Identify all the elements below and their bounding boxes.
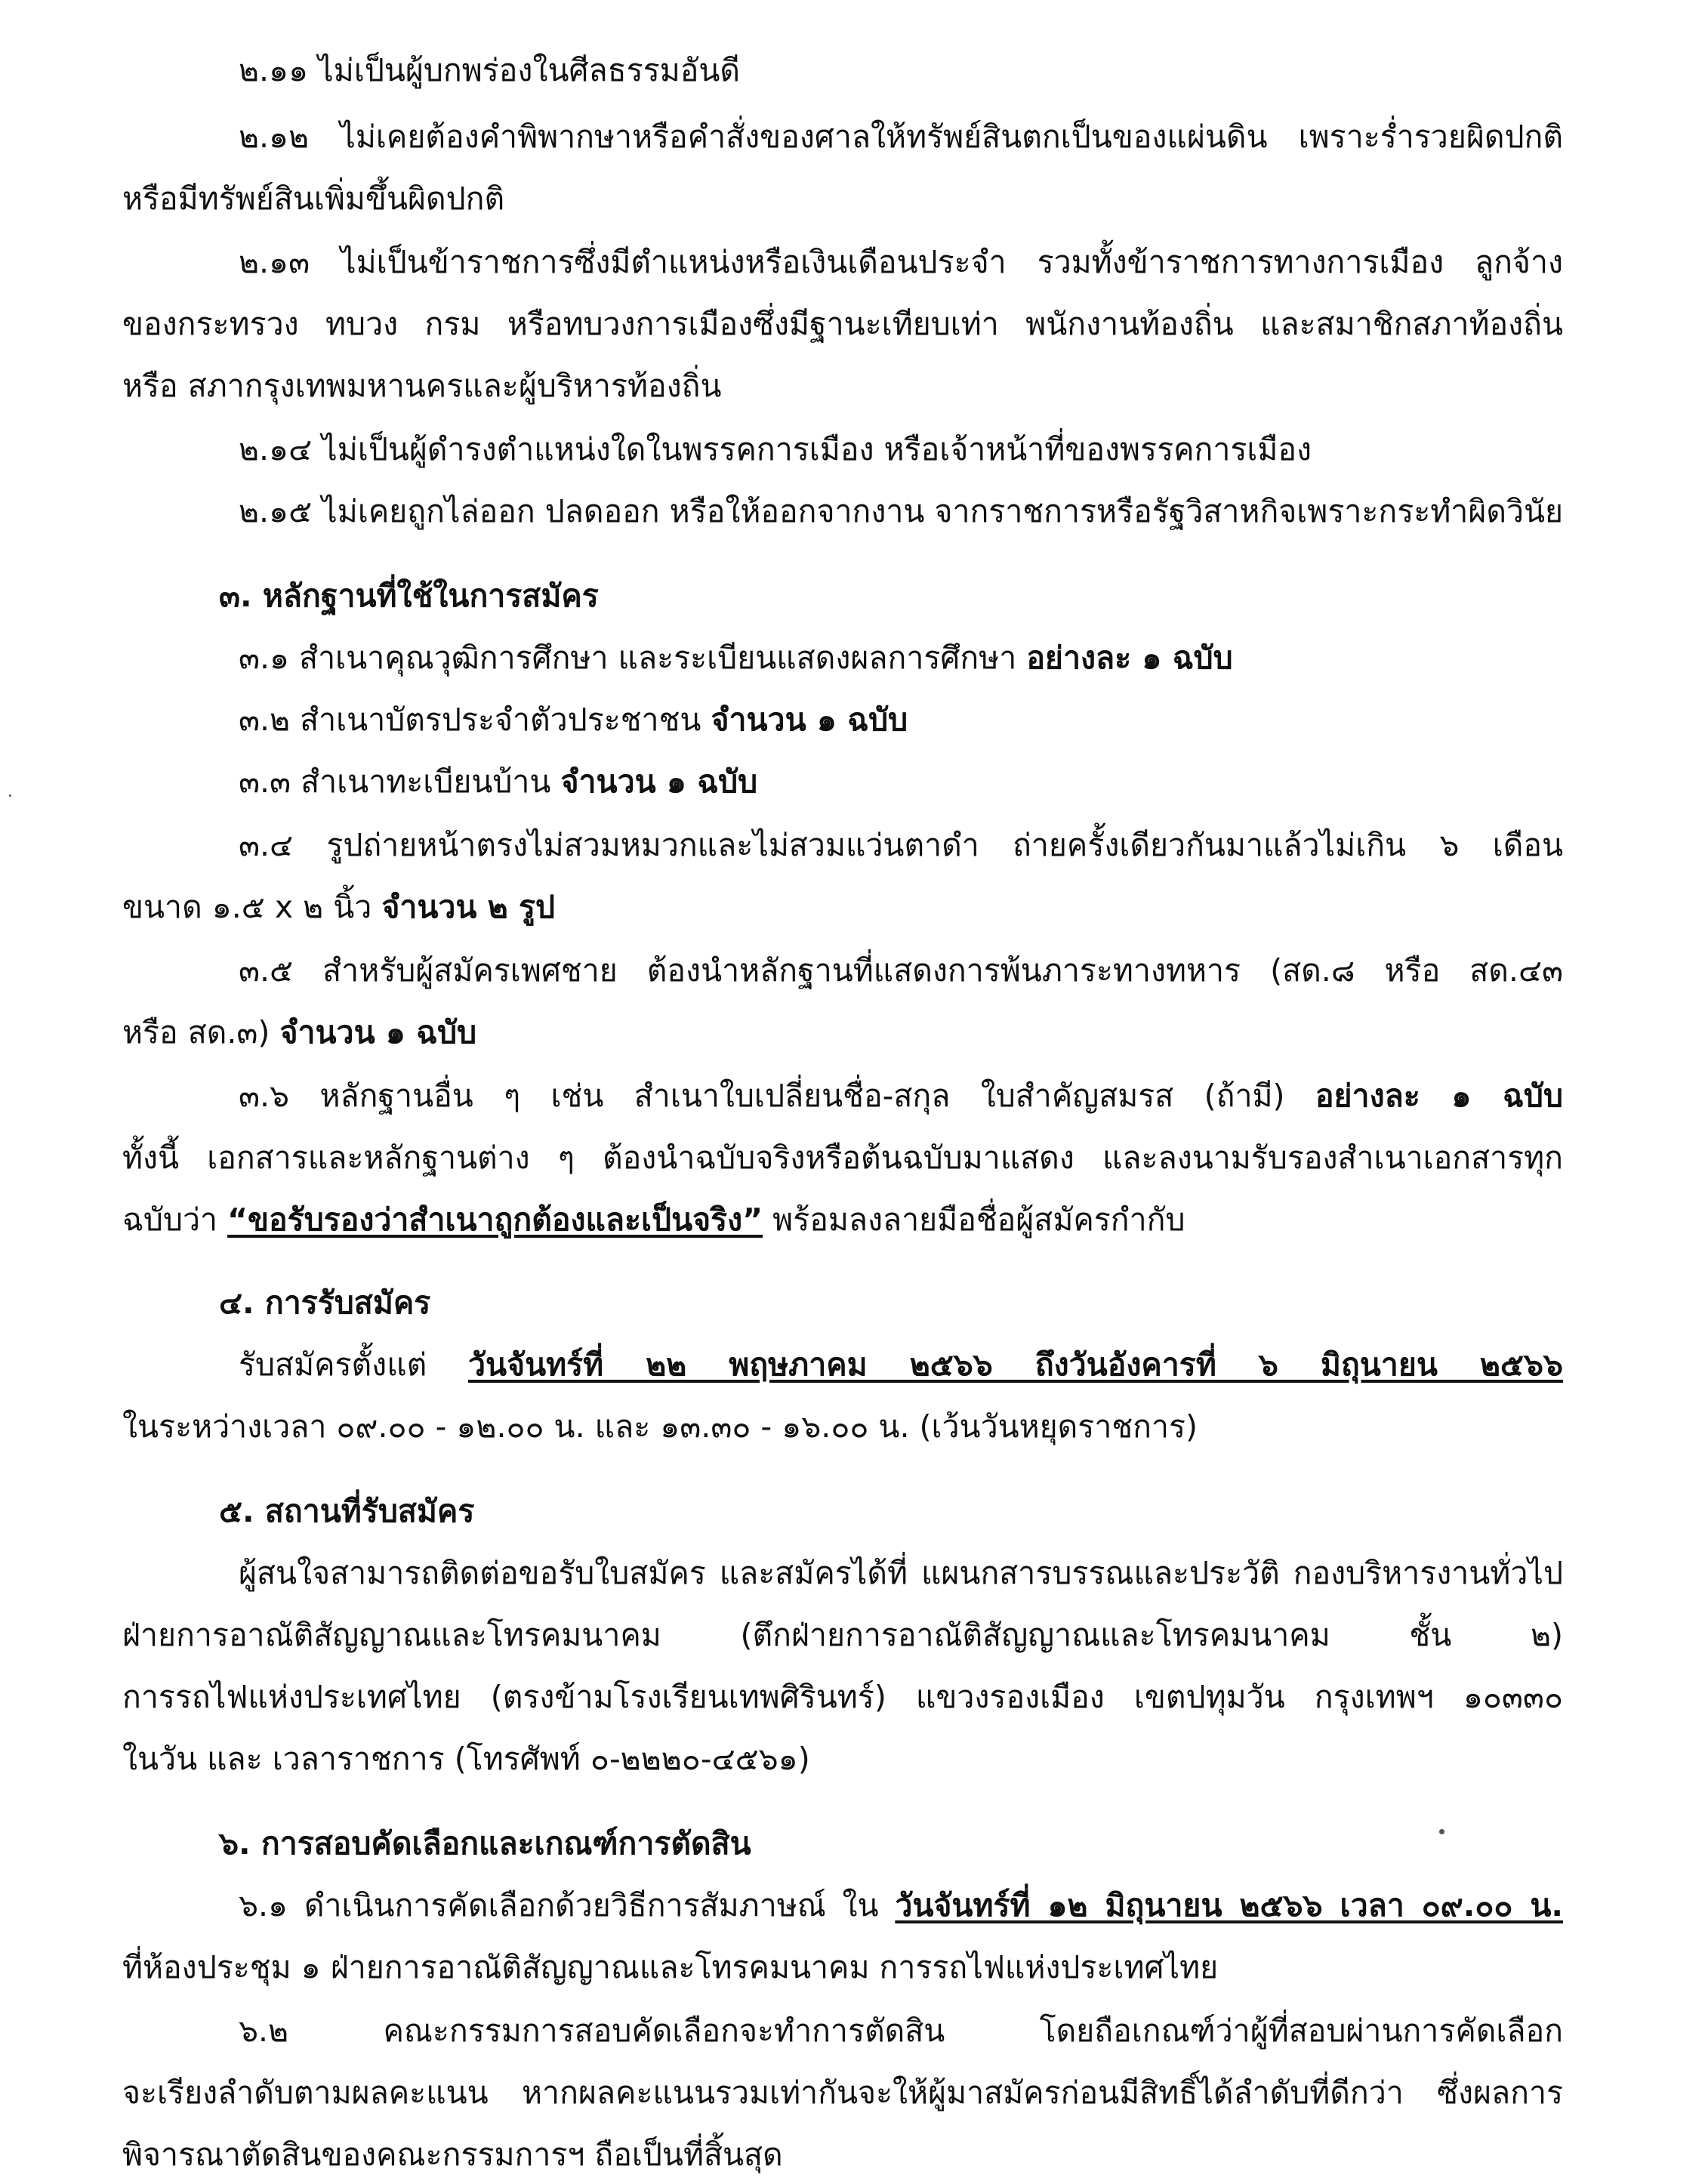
item-text: ๓.๓ สำเนาทะเบียนบ้าน bbox=[239, 763, 551, 800]
section-5-heading: ๕. สถานที่รับสมัคร bbox=[219, 1493, 475, 1529]
item-text: ขนาด ๑.๕ x ๒ นิ้ว bbox=[122, 889, 372, 925]
item-3-6-cont: ทั้งนี้ เอกสารและหลักฐานต่าง ๆ ต้องนำฉบับจริงหรือต้นฉบับมาแสดง และลงนามรับรองสำเนาเอกสารทุก bbox=[122, 1140, 1563, 1176]
item-text: รับสมัครตั้งแต่ bbox=[239, 1346, 427, 1383]
clause-number: ๒.๑๕ bbox=[239, 493, 313, 529]
location-text: ผู้สนใจสามารถติดต่อขอรับใบสมัคร และสมัครได้ที่ แผนกสารบรรณและประวัติ กองบริหารงานทั่วไป bbox=[239, 1555, 1563, 1591]
clause-text: ไม่เป็นผู้ดำรงตำแหน่งใดในพรรคการเมือง หรือเจ้าหน้าที่ของพรรคการเมือง bbox=[322, 431, 1312, 467]
clause-2-11 bbox=[239, 48, 740, 92]
item-quantity: จำนวน ๑ ฉบับ bbox=[279, 1014, 477, 1050]
item-text: ๓.๒ สำเนาบัตรประจำตัวประชาชน bbox=[239, 702, 701, 738]
item-quantity: จำนวน ๑ ฉบับ bbox=[560, 763, 758, 800]
clause-text: ไม่เป็นผู้บกพร่องในศีลธรรมอันดี bbox=[318, 52, 741, 88]
certification-phrase: “ขอรับรองว่าสำเนาถูกต้องและเป็นจริง” bbox=[227, 1202, 763, 1238]
item-3-4: ๓.๔ รูปถ่ายหน้าตรงไม่สวมหมวกและไม่สวมแว่นตาดำ ถ่ายครั้งเดียวกันมาแล้วไม่เกิน ๖ เดือน bbox=[239, 827, 1563, 863]
item-6-1-cont: ที่ห้องประชุม ๑ ฝ่ายการอาณัติสัญญาณและโทรคมนาคม การรถไฟแห่งประเทศไทย bbox=[122, 1949, 1219, 1985]
item-3-6-cont bbox=[122, 1198, 1185, 1242]
item-3-5: ๓.๕ สำหรับผู้สมัครเพศชาย ต้องนำหลักฐานที่แสดงการพ้นภาระทางทหาร (สด.๘ หรือ สด.๔๓ bbox=[239, 952, 1563, 989]
item-text: หรือ สด.๓) bbox=[122, 1014, 270, 1050]
item-text: ๓.๖ หลักฐานอื่น ๆ เช่น สำเนาใบเปลี่ยนชื่อ-สกุล ใบสำคัญสมรส (ถ้ามี) bbox=[239, 1078, 1285, 1114]
clause-2-13-cont: ของกระทรวง ทบวง กรม หรือทบวงการเมืองซึ่งมีฐานะเทียบเท่า พนักงานท้องถิ่น และสมาชิกสภาท้องถิ่น bbox=[122, 306, 1563, 342]
interview-datetime: วันจันทร์ที่ ๑๒ มิถุนายน ๒๕๖๖ เวลา ๐๙.๐๐ น. bbox=[895, 1887, 1563, 1923]
item-3-2 bbox=[239, 698, 908, 742]
item-quantity: อย่างละ ๑ ฉบับ bbox=[1315, 1078, 1563, 1114]
clause-text: ไม่เป็นข้าราชการซึ่งมีตำแหน่งหรือเงินเดือนประจำ รวมทั้งข้าราชการทางการเมือง ลูกจ้าง bbox=[341, 244, 1563, 280]
item-6-2-cont: จะเรียงลำดับตามผลคะแนน หากผลคะแนนรวมเท่ากันจะให้ผู้มาสมัครก่อนมีสิทธิ์ได้ลำดับที่ดีกว่า ซึ่งผลการ bbox=[122, 2074, 1563, 2111]
item-6-2-cont: พิจารณาตัดสินของคณะกรรมการฯ ถือเป็นที่สิ้นสุด bbox=[122, 2136, 783, 2173]
section-3-heading: ๓. หลักฐานที่ใช้ในการสมัคร bbox=[219, 578, 599, 614]
clause-2-13-cont: หรือ สภากรุงเทพมหานครและผู้บริหารท้องถิ่น bbox=[122, 368, 722, 404]
item-quantity: อย่างละ ๑ ฉบับ bbox=[1026, 640, 1233, 676]
item-6-1 bbox=[239, 1883, 1563, 1927]
item-text: ๖.๑ ดำเนินการคัดเลือกด้วยวิธีการสัมภาษณ์ ใน bbox=[239, 1887, 879, 1923]
clause-2-12 bbox=[239, 115, 1563, 159]
application-hours: ในระหว่างเวลา ๐๙.๐๐ - ๑๒.๐๐ น. และ ๑๓.๓๐ - ๑๖.๐๐ น. (เว้นวันหยุดราชการ) bbox=[122, 1408, 1198, 1445]
location-text: การรถไฟแห่งประเทศไทย (ตรงข้ามโรงเรียนเทพศิรินทร์) แขวงรองเมือง เขตปทุมวัน กรุงเทพฯ ๑๐๓๓๐ bbox=[122, 1679, 1563, 1715]
location-text: ในวัน และ เวลาราชการ (โทรศัพท์ ๐-๒๒๒๐-๔๕๖๑) bbox=[122, 1741, 810, 1777]
item-3-1 bbox=[239, 636, 1233, 680]
clause-2-12-cont: หรือมีทรัพย์สินเพิ่มขึ้นผิดปกติ bbox=[122, 180, 505, 217]
item-text: พร้อมลงลายมือชื่อผู้สมัครกำกับ bbox=[772, 1202, 1185, 1238]
clause-number: ๒.๑๑ bbox=[239, 52, 309, 88]
item-text: ฉบับว่า bbox=[122, 1202, 218, 1238]
clause-number: ๒.๑๔ bbox=[239, 431, 313, 467]
item-quantity: จำนวน ๒ รูป bbox=[381, 889, 556, 925]
clause-2-13 bbox=[239, 240, 1563, 284]
item-6-2: ๖.๒ คณะกรรมการสอบคัดเลือกจะทำการตัดสิน โดยถือเกณฑ์ว่าผู้ที่สอบผ่านการคัดเลือก bbox=[239, 2013, 1563, 2049]
clause-text: ไม่เคยต้องคำพิพากษาหรือคำสั่งของศาลให้ทรัพย์สินตกเป็นของแผ่นดิน เพราะร่ำรวยผิดปกติ bbox=[340, 119, 1563, 155]
item-text: ๓.๑ สำเนาคุณวุฒิการศึกษา และระเบียนแสดงผลการศึกษา bbox=[239, 640, 1017, 676]
section-6-heading: ๖. การสอบคัดเลือกและเกณฑ์การตัดสิน bbox=[219, 1825, 751, 1862]
clause-number: ๒.๑๒ bbox=[239, 119, 310, 155]
section-4-heading: ๔. การรับสมัคร bbox=[219, 1285, 431, 1321]
application-dates: วันจันทร์ที่ ๒๒ พฤษภาคม ๒๕๖๖ ถึงวันอังคารที่ ๖ มิถุนายน ๒๕๖๖ bbox=[468, 1346, 1563, 1383]
application-period bbox=[239, 1343, 1563, 1387]
clause-number: ๒.๑๓ bbox=[239, 244, 310, 280]
scan-speck bbox=[9, 794, 11, 797]
item-3-3 bbox=[239, 760, 757, 804]
location-text: ฝ่ายการอาณัติสัญญาณและโทรคมนาคม (ตึกฝ่ายการอาณัติสัญญาณและโทรคมนาคม ชั้น ๒) bbox=[122, 1617, 1563, 1653]
item-3-5-cont bbox=[122, 1010, 476, 1054]
clause-text: ไม่เคยถูกไล่ออก ปลดออก หรือให้ออกจากงาน จากราชการหรือรัฐวิสาหกิจเพราะกระทำผิดวินัย bbox=[322, 493, 1564, 529]
item-3-4-cont bbox=[122, 885, 555, 929]
clause-2-15 bbox=[239, 489, 1563, 533]
item-3-6 bbox=[239, 1074, 1563, 1118]
clause-2-14 bbox=[239, 427, 1312, 471]
scan-speck bbox=[1439, 1829, 1444, 1834]
item-quantity: จำนวน ๑ ฉบับ bbox=[711, 702, 908, 738]
